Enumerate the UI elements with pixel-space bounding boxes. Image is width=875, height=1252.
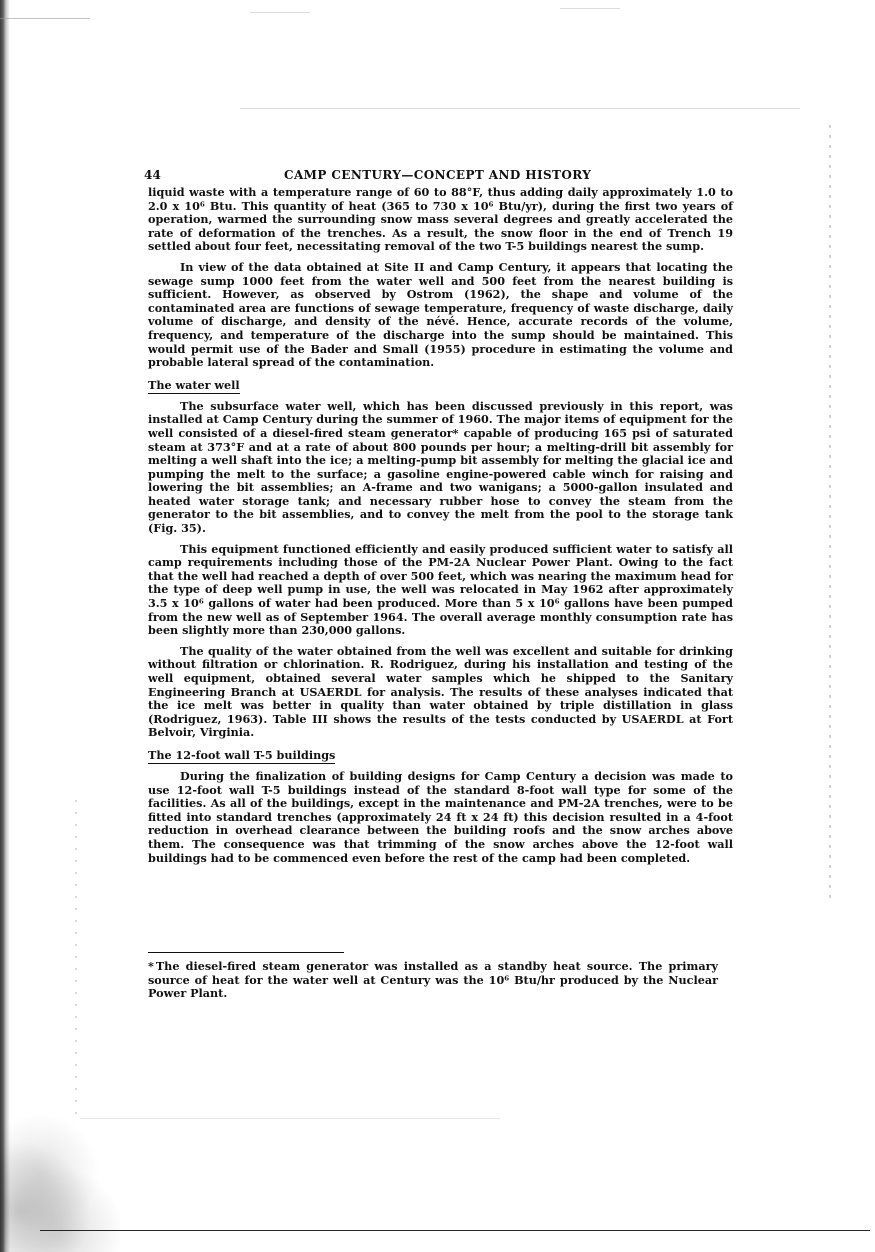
page-bottom-edge (40, 1230, 870, 1231)
footnote (148, 960, 718, 1001)
running-header-title: CAMP CENTURY—CONCEPT AND HISTORY (284, 168, 592, 182)
footnote-text: The diesel-fired steam generator was installed as a standby heat source. The primary source of heat for the water well at Century was the 10⁶ Btu/hr produced by the Nuclear Power Plant. (148, 959, 718, 1001)
page-number: 44 (144, 168, 162, 182)
scan-left-bottom-smudge (0, 992, 120, 1252)
running-header (144, 162, 733, 184)
scan-artifact-line (0, 18, 90, 19)
section-water-well (148, 370, 733, 740)
scan-artifact-line (560, 8, 620, 9)
scan-right-dashes (829, 125, 831, 905)
scan-artifact-line (240, 108, 800, 109)
section-t5-buildings (148, 740, 733, 865)
paragraph: The quality of the water obtained from the well was excellent and suitable for drinking without filtration or chlorination. R. Rodriguez, during his installation and testing of the well equipment, obtained several water samples which he shipped to the Sanitary Engineering Branch at USAERDL for analysis. The results of these analyses indicated that the ice melt was better in quality than water obtained by triple distillation in glass (Rodriguez, 1963). Table III shows the results of the tests conducted by USAERDL at Fort Belvoir, Virginia. (148, 643, 733, 740)
scan-artifact-line (250, 12, 310, 13)
scan-artifact-line (80, 1118, 500, 1119)
section-heading-water-well: The water well (148, 377, 240, 392)
section-heading-t5-buildings: The 12-foot wall T-5 buildings (148, 747, 336, 762)
document-page (144, 162, 733, 865)
footnote-marker: * (148, 959, 154, 973)
paragraph: liquid waste with a temperature range of 60 to 88°F, thus adding daily approximately 1.0 to 2.0 x 10⁶ Btu. This quantity of heat (365 to 730 x 10⁶ Btu/yr), during the first two years of operation, warmed the surrounding snow mass several degrees and greatly accelerated the rate of deformation of the trenches. As a result, the snow floor in the end of Trench 19 settled about four feet, necessitating removal of the two T-5 buildings nearest the sump. (148, 185, 733, 254)
paragraph: The subsurface water well, which has been discussed previously in this report, was installed at Camp Century during the summer of 1960. The major items of equipment for the well consisted of a diesel-fired steam generator* capable of producing 165 psi of saturated steam at 373°F and at a rate of about 800 pounds per hour; a melting-drill bit assembly for melting a well shaft into the ice; a melting-pump bit assembly for melting the glacial ice and pumping the melt to the surface; a gasoline engine-powered cable winch for raising and lowering the bit assemblies; an A-frame and two wanigans; a 5000-gallon insulated and heated water storage tank; and necessary rubber hose to convey the steam from the generator to the bit assemblies, and to convey the melt from the pool to the storage tank (Fig. 35). (148, 398, 733, 536)
paragraph: During the finalization of building designs for Camp Century a decision was made to use 12-foot wall T-5 buildings instead of the standard 8-foot wall type for some of the facilities. As all of the buildings, except in the maintenance and PM-2A trenches, were to be fitted into standard trenches (approximately 24 ft x 24 ft) this decision resulted in a 4-foot reduction in overhead clearance between the building roofs and the snow arches above them. The consequence was that trimming of the snow arches above the 12-foot wall buildings had to be commenced even before the rest of the camp had been completed. (148, 768, 733, 865)
paragraph: This equipment functioned efficiently and easily produced sufficient water to satisfy all camp requirements including those of the PM-2A Nuclear Power Plant. Owing to the fact that the well had reached a depth of over 500 feet, which was nearing the maximum head for the type of deep well pump in use, the well was relocated in May 1962 after approximately 3.5 x 10⁶ gallons of water had been produced. More than 5 x 10⁶ gallons have been pumped from the new well as of September 1964. The overall average monthly consumption rate has been slightly more than 230,000 gallons. (148, 541, 733, 638)
scan-left-dashes (75, 800, 77, 1120)
paragraph: In view of the data obtained at Site II and Camp Century, it appears that locating the sewage sump 1000 feet from the water well and 500 feet from the nearest building is sufficient. However, as observed by Ostrom (1962), the shape and volume of the contaminated area are functions of sewage temperature, frequency of waste discharge, daily volume of discharge, and density of the névé. Hence, accurate records of the volume, frequency, and temperature of the discharge into the sump should be maintained. This would permit use of the Bader and Small (1955) procedure in estimating the volume and probable lateral spread of the contamination. (148, 259, 733, 370)
footnote-rule (148, 952, 344, 953)
